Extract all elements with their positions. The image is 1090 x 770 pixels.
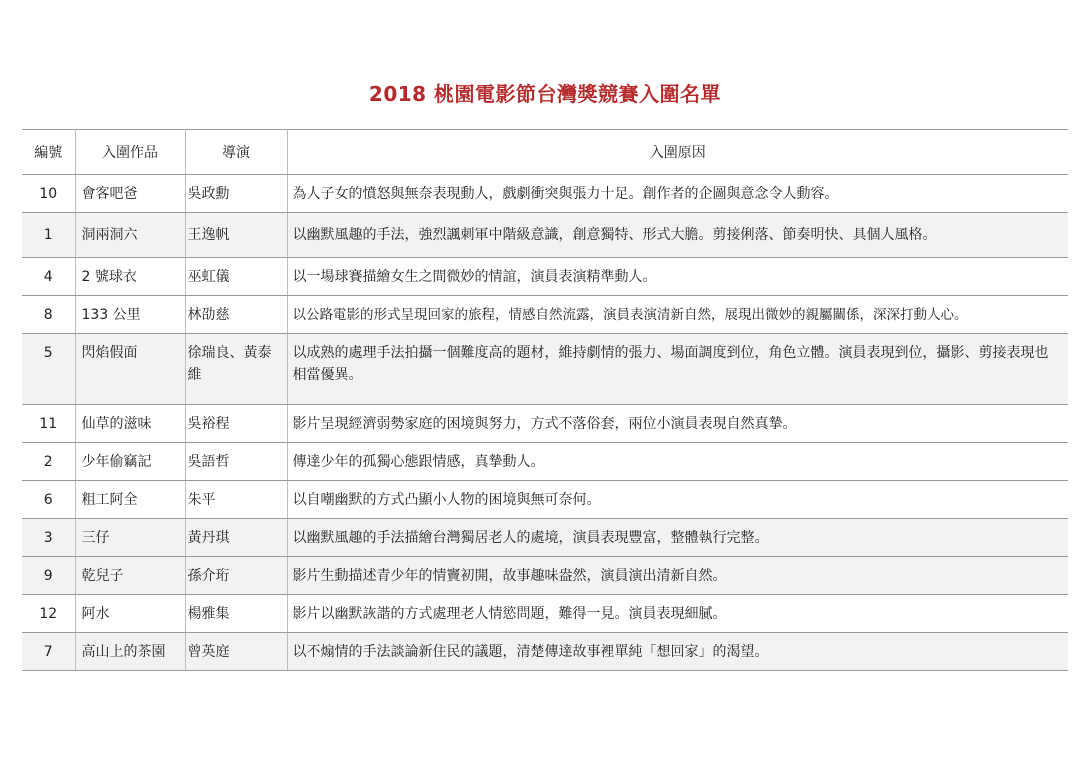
row-work: 三仔	[75, 519, 185, 557]
row-reason: 以成熟的處理手法拍攝一個難度高的題材，維持劇情的張力、場面調度到位，角色立體。演員表現到位，攝影、剪接表現也相當優異。	[287, 334, 1068, 405]
table-row	[22, 405, 1068, 443]
row-work: 乾兒子	[75, 557, 185, 595]
row-director: 吳語哲	[185, 443, 287, 481]
table-row	[22, 519, 1068, 557]
row-director: 朱平	[185, 481, 287, 519]
row-work: 閃焰假面	[75, 334, 185, 405]
table-row	[22, 258, 1068, 296]
row-number: 5	[22, 334, 75, 405]
row-director: 吳政勳	[185, 175, 287, 213]
row-work: 粗工阿全	[75, 481, 185, 519]
row-work: 少年偷竊記	[75, 443, 185, 481]
row-number: 4	[22, 258, 75, 296]
row-number: 11	[22, 405, 75, 443]
row-work: 2 號球衣	[75, 258, 185, 296]
row-director: 林劭慈	[185, 296, 287, 334]
header-work: 入圍作品	[75, 130, 185, 175]
nominee-table	[22, 129, 1068, 671]
table-row	[22, 557, 1068, 595]
row-director: 楊雅集	[185, 595, 287, 633]
row-work: 仙草的滋味	[75, 405, 185, 443]
row-reason: 影片呈現經濟弱勢家庭的困境與努力，方式不落俗套，兩位小演員表現自然真摯。	[287, 405, 1068, 443]
row-number: 3	[22, 519, 75, 557]
row-number: 10	[22, 175, 75, 213]
row-reason: 以幽默風趣的手法，強烈諷刺軍中階級意識，創意獨特、形式大膽。剪接俐落、節奏明快、具個人風格。	[287, 213, 1068, 258]
row-number: 8	[22, 296, 75, 334]
row-reason: 以幽默風趣的手法描繪台灣獨居老人的處境，演員表現豐富，整體執行完整。	[287, 519, 1068, 557]
row-number: 2	[22, 443, 75, 481]
row-reason: 影片生動描述青少年的情竇初開，故事趣味盎然，演員演出清新自然。	[287, 557, 1068, 595]
row-reason: 以不煽情的手法談論新住民的議題，清楚傳達故事裡單純「想回家」的渴望。	[287, 633, 1068, 671]
row-work: 阿水	[75, 595, 185, 633]
table-row	[22, 296, 1068, 334]
page-title: 2018 桃園電影節台灣獎競賽入圍名單	[368, 82, 722, 106]
row-work: 會客吧爸	[75, 175, 185, 213]
row-reason: 為人子女的憤怒與無奈表現動人，戲劇衝突與張力十足。創作者的企圖與意念令人動容。	[287, 175, 1068, 213]
row-reason: 影片以幽默詼諧的方式處理老人情慾問題，難得一見。演員表現細膩。	[287, 595, 1068, 633]
row-director: 孫介珩	[185, 557, 287, 595]
row-director: 黃丹琪	[185, 519, 287, 557]
row-reason: 以一場球賽描繪女生之間微妙的情誼，演員表演精準動人。	[287, 258, 1068, 296]
row-number: 9	[22, 557, 75, 595]
row-reason: 傳達少年的孤獨心態跟情感，真摯動人。	[287, 443, 1068, 481]
row-director: 曾英庭	[185, 633, 287, 671]
header-number: 編號	[22, 130, 75, 175]
row-work: 133 公里	[75, 296, 185, 334]
row-director: 吳裕程	[185, 405, 287, 443]
row-number: 12	[22, 595, 75, 633]
header-director: 導演	[185, 130, 287, 175]
header-reason: 入圍原因	[287, 130, 1068, 175]
row-number: 6	[22, 481, 75, 519]
row-director: 王逸帆	[185, 213, 287, 258]
row-reason: 以公路電影的形式呈現回家的旅程，情感自然流露，演員表演清新自然，展現出微妙的親屬關係，深深打動人心。	[287, 296, 1068, 334]
row-number: 7	[22, 633, 75, 671]
row-number: 1	[22, 213, 75, 258]
row-director: 巫虹儀	[185, 258, 287, 296]
table-row	[22, 595, 1068, 633]
table-row	[22, 633, 1068, 671]
row-work: 洞兩洞六	[75, 213, 185, 258]
table-row	[22, 443, 1068, 481]
table-row	[22, 334, 1068, 405]
table-row	[22, 481, 1068, 519]
table-header-row	[22, 130, 1068, 175]
table-row	[22, 175, 1068, 213]
row-work: 高山上的茶園	[75, 633, 185, 671]
row-director: 徐瑞良、黃泰維	[185, 334, 287, 405]
row-reason: 以自嘲幽默的方式凸顯小人物的困境與無可奈何。	[287, 481, 1068, 519]
table-row	[22, 213, 1068, 258]
